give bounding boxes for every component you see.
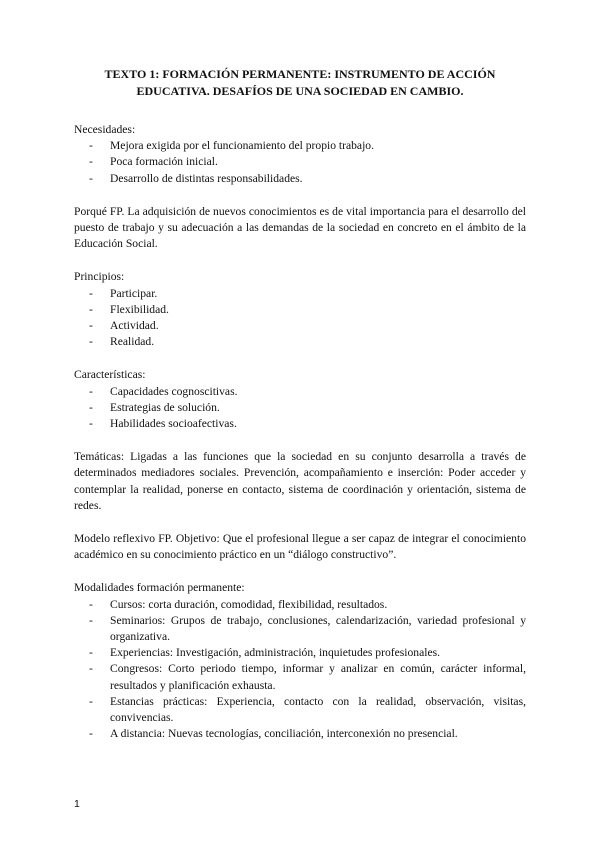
caracteristicas-heading: Características:: [74, 368, 146, 382]
principios-heading: Principios:: [74, 270, 125, 284]
modalidades-section: [74, 580, 526, 742]
modelo-section: [74, 531, 526, 563]
list-item: - Poca formación inicial.: [74, 154, 526, 170]
list-item: - Seminarios: Grupos de trabajo, conclusiones, calendarización, variedad profesional y organizativa.: [74, 613, 526, 645]
list-item: - Mejora exigida por el funcionamiento del propio trabajo.: [74, 138, 526, 154]
title-line-1: TEXTO 1: FORMACIÓN PERMANENTE: INSTRUMENTO DE ACCIÓN: [104, 67, 496, 81]
tematicas-paragraph: Temáticas: Ligadas a las funciones que la sociedad en su conjunto desarrolla a través de determinados mediadores sociales. Prevención, acompañamiento e inserción: Poder acceder y contemplar la realidad, ponerse en contacto, sistema de coordinación y orientación, sistema de redes.: [74, 450, 526, 512]
list-item: - Estrategias de solución.: [74, 400, 526, 416]
principios-list: [74, 286, 526, 351]
caracteristicas-list: [74, 384, 526, 433]
necesidades-section: [74, 122, 526, 187]
modelo-paragraph: Modelo reflexivo FP. Objetivo: Que el profesional llegue a ser capaz de integrar el conocimiento académico en su conocimiento práctico en un “diálogo constructivo”.: [74, 532, 526, 562]
modalidades-heading: Modalidades formación permanente:: [74, 581, 245, 595]
list-item: - Flexibilidad.: [74, 302, 526, 318]
necesidades-list: [74, 138, 526, 187]
principios-section: [74, 269, 526, 350]
tematicas-section: [74, 449, 526, 514]
list-item: - Participar.: [74, 286, 526, 302]
modalidades-list: [74, 597, 526, 743]
list-item: - A distancia: Nuevas tecnologías, conciliación, interconexión no presencial.: [74, 726, 526, 742]
list-item: - Cursos: corta duración, comodidad, flexibilidad, resultados.: [74, 597, 526, 613]
list-item: - Habilidades socioafectivas.: [74, 416, 526, 432]
list-item: - Realidad.: [74, 334, 526, 350]
list-item: - Experiencias: Investigación, administración, inquietudes profesionales.: [74, 645, 526, 661]
porque-section: [74, 204, 526, 253]
list-item: - Desarrollo de distintas responsabilidades.: [74, 171, 526, 187]
document-title: [92, 66, 508, 100]
list-item: - Estancias prácticas: Experiencia, contacto con la realidad, observación, visitas, convivencias.: [74, 694, 526, 726]
list-item: - Congresos: Corto periodo tiempo, informar y analizar en común, carácter informal, resultados y planificación exhausta.: [74, 661, 526, 693]
list-item: - Actividad.: [74, 318, 526, 334]
caracteristicas-section: [74, 367, 526, 432]
porque-paragraph: Porqué FP. La adquisición de nuevos conocimientos es de vital importancia para el desarrollo del puesto de trabajo y su adecuación a las demandas de la sociedad en concreto en el ámbito de la Educación Social.: [74, 204, 526, 251]
title-line-2: EDUCATIVA. DESAFÍOS DE UNA SOCIEDAD EN CAMBIO.: [136, 84, 464, 98]
necesidades-heading: Necesidades:: [74, 123, 136, 136]
list-item: - Capacidades cognoscitivas.: [74, 384, 526, 400]
page-number: 1: [74, 798, 80, 810]
